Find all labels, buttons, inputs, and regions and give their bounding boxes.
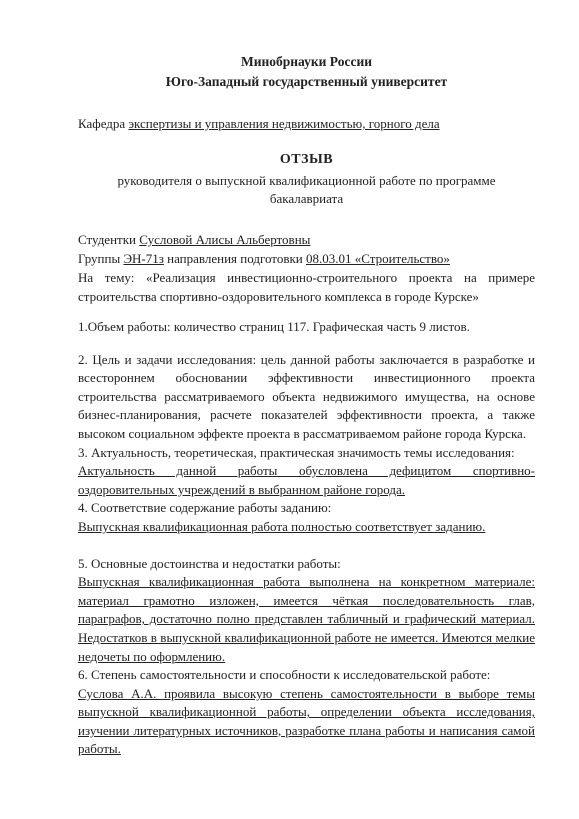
university-name: Юго-Западный государственный университет: [165, 74, 448, 89]
direction-label: направления подготовки: [163, 251, 306, 266]
group-line: [78, 249, 535, 268]
student-label: Студентки: [78, 232, 140, 247]
section-4-heading: 4. Соответствие содержание работы заданию:: [78, 500, 332, 516]
ministry-name: Минобрнауки России: [240, 54, 373, 69]
subtitle-line-1: руководителя о выпускной квалификационной работе по программе: [117, 173, 496, 188]
section-6-body: Суслова А.А. проявила высокую степень самостоятельности в выборе темы выпускной квалификационной работы, определении объекта исследования, изучении литературных источников, разработке плана работы и написания самой работы.: [78, 685, 535, 757]
section-5-heading: 5. Основные достоинства и недостатки работы:: [78, 555, 341, 571]
subtitle-line-2: бакалавриата: [269, 191, 344, 206]
section-4-body: Выпускная квалификационная работа полностью соответствует заданию.: [78, 518, 486, 534]
topic-text: На тему: «Реализация инвестиционно-строительного проекта на примере строительства спортивно-оздоровительного комплекса в городе Курске»: [78, 270, 535, 304]
group-label: Группы: [78, 251, 124, 266]
student-line: [78, 230, 535, 249]
section-3-body: Актуальность данной работы обусловлена дефицитом спортивно-оздоровительных учреждений в выбранном районе города.: [78, 463, 535, 497]
section-3-heading: 3. Актуальность, теоретическая, практическая значимость темы исследования:: [78, 444, 515, 460]
department-prefix: Кафедра: [78, 116, 129, 131]
group-code: ЭН-71з: [123, 251, 164, 266]
section-6-heading: 6. Степень самостоятельности и способности к исследовательской работе:: [78, 667, 491, 683]
student-info: [78, 230, 535, 306]
department-name: экспертизы и управления недвижимостью, горного дела: [128, 116, 440, 131]
section-1-volume: 1.Объем работы: количество страниц 117. Графическая часть 9 листов.: [78, 319, 470, 334]
direction-code: 08.03.01 «Строительство»: [305, 251, 450, 266]
student-name: Сусловой Алисы Альбертовны: [139, 232, 311, 247]
section-2-goals: 2. Цель и задачи исследования: цель данной работы заключается в разработке и всестороннем обосновании эффективности инвестиционного проекта строительства рассматриваемого объекта недвижимого имущества, на основе бизнес-планирования, расчете показателей эффективности проекта, а также высоком социальном эффекте проекта в рассматриваемом районе города Курска.: [78, 351, 535, 441]
organization-header: [78, 52, 535, 92]
section-5-body: Выпускная квалификационная работа выполнена на конкретном материале: материал грамотно изложен, имеется чёткая последовательность глав, параграфов, достаточно полно представлен табличный и графический материал. Недостатков в выпускной квалификационной работе не имеется. Имеются мелкие недочеты по оформлению.: [78, 574, 535, 664]
document-title: ОТЗЫВ: [279, 152, 334, 167]
department-line: [78, 116, 535, 132]
document-subtitle: [78, 172, 535, 208]
